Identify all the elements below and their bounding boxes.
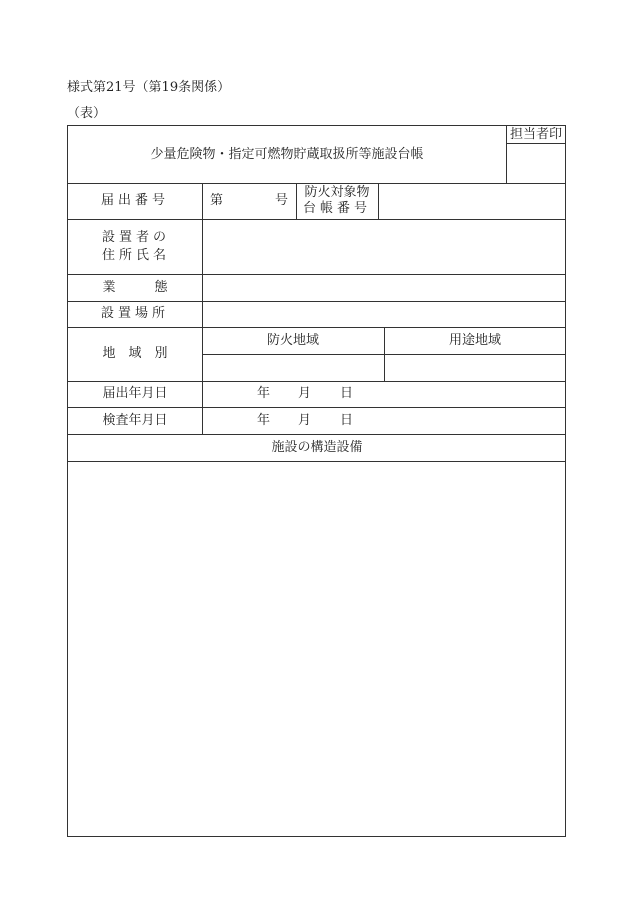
month-unit: 月 <box>298 412 312 428</box>
notification-number-label: 届出番号 <box>100 193 169 209</box>
location-field[interactable] <box>202 301 566 327</box>
installer-label-line1: 設置者の <box>102 229 171 245</box>
installer-field[interactable] <box>202 219 566 274</box>
business-type-label: 業 態 <box>102 279 168 295</box>
ledger-number-field[interactable] <box>378 183 566 219</box>
fire-zone-label: 防火地域 <box>266 332 319 348</box>
ledger-number-label <box>296 183 378 219</box>
form-number: 様式第21号（第19条関係） <box>67 80 231 95</box>
stamp-box[interactable] <box>506 143 566 183</box>
business-type-field[interactable] <box>202 274 566 301</box>
month-unit: 月 <box>298 386 312 402</box>
ledger-label-line1: 防火対象物 <box>304 184 370 200</box>
stamp-label: 担当者印 <box>509 126 562 142</box>
notification-date-label: 届出年月日 <box>102 386 168 402</box>
ledger-label-line2: 台帳番号 <box>302 201 371 216</box>
location-label: 設置場所 <box>100 306 169 322</box>
form-title: 少量危険物・指定可燃物貯蔵取扱所等施設台帳 <box>150 146 424 162</box>
year-unit: 年 <box>257 386 271 402</box>
facility-ledger-form <box>67 125 566 837</box>
structure-field[interactable] <box>68 461 566 836</box>
use-zone-label: 用途地域 <box>448 332 501 348</box>
form-side-label: （表） <box>67 106 107 121</box>
notification-date-field[interactable] <box>202 381 384 407</box>
day-unit: 日 <box>340 386 354 402</box>
structure-header: 施設の構造設備 <box>271 439 363 455</box>
number-prefix: 第 <box>210 193 224 209</box>
year-unit: 年 <box>257 412 271 428</box>
fire-zone-field[interactable] <box>202 354 384 381</box>
installer-label-line2: 住所氏名 <box>102 247 171 263</box>
installer-label <box>68 219 202 274</box>
use-zone-field[interactable] <box>384 354 566 381</box>
day-unit: 日 <box>340 412 354 428</box>
notification-number-field[interactable] <box>202 183 296 219</box>
inspection-date-label: 検査年月日 <box>102 412 168 428</box>
number-suffix: 号 <box>274 193 288 209</box>
zoning-label: 地 域 別 <box>102 346 168 362</box>
inspection-date-field[interactable] <box>202 407 384 434</box>
